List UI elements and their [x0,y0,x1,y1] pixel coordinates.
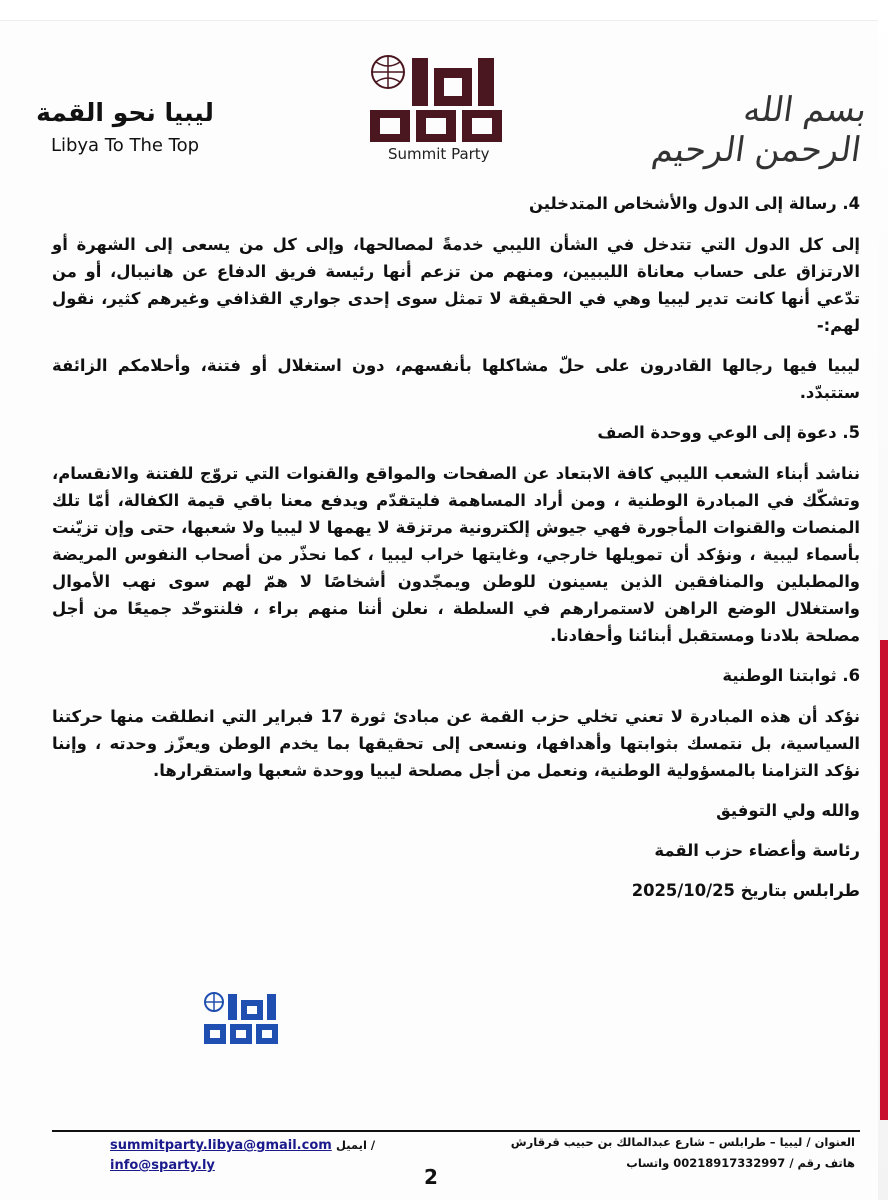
page-number: 2 [424,1165,438,1189]
footer-address: العنوان / ليبيا – طرابلس – شارع عبدالمالك بن حبيب قرقارش [510,1135,855,1149]
red-side-strip [880,640,888,1120]
slogan-english: Libya To The Top [50,135,200,156]
slogan-arabic: ليبيا نحو القمة [36,98,214,127]
section-paragraph: نناشد أبناء الشعب الليبي كافة الابتعاد عن الصفحات والمواقع والقنوات التي تروّج للفتنة والانقسام، وتشكّك في المبادرة الوطنية ، ومن أراد المساهمة فليتقدّم ويدفع معنا باقي قيمة الكفالة، أمّا تلك المنصات والقنوات المأجورة فهي جيوش إلكترونية مرتزقة لا يهمها لا ليبيا ولا شعبها، حتى وإن تزيّنت بأسماء ليبية ، ونؤكد أن تمويلها خارجي، وغايتها خراب ليبيا ، كما نحذّر من أصحاب النفوس المريضة والمطبلين والمنافقين الذين يسينون للوطن ويمجّدون أشخاصًا لا همّ لهم سوى نهب الأموال واستغلال الوضع الراهن لاستمرارهم في السلطة ، نعلن أننا منهم براء ، فلنتوحّد جميعًا من أجل مصلحة بلادنا ومستقبل أبنائنا وأحفادنا. [52,464,860,645]
closing-place-date: طرابلس بتاريخ 2025/10/25 [631,881,860,900]
section-heading: 6. ثوابتنا الوطنية [722,666,860,685]
section-paragraph: نؤكد أن هذه المبادرة لا تعني تخلي حزب القمة عن مبادئ ثورة 17 فبراير التي انطلقت منها حركتنا السياسية، بل نتمسك بثوابتها وأهدافها، ونسعى إلى تحقيقها بما يخدم الوطن ويعزّز وحدته ، وإننا نؤكد التزامنا بالمسؤولية الوطنية، ونعمل من أجل مصلحة ليبيا ووحدة شعبها واستقرارها. [52,707,860,780]
footer-phone: هاتف رقم / 00218917332997 واتساب [626,1156,855,1170]
closing-signatories: رئاسة وأعضاء حزب القمة [654,841,860,860]
email-link-gmail[interactable]: summitparty.libya@gmail.com [110,1138,332,1153]
section-paragraph: إلى كل الدول التي تتدخل في الشأن الليبي خدمةً لمصالحها، وإلى كل من يسعى إلى الشهرة أو الارتزاق على حساب معاناة الليبيين، ومنهم من تزعم أنها رئيسة فريق الدفاع عن هانيبال، أو من تدّعي أنها كانت تدير ليبيا وهي في الحقيقة لا تمثل سوى إحدى جواري القذافي وغيرهم كثير، نقول لهم:- [52,235,860,335]
footer-email-secondary [110,1158,215,1173]
closing-greeting: والله ولي التوفيق [716,801,860,820]
party-stamp-logo [200,990,284,1048]
page-top-edge [0,0,888,21]
section-6 [52,662,860,784]
section-heading: 5. دعوة إلى الوعي ووحدة الصف [597,423,860,442]
section-paragraph: ليبيا فيها رجالها القادرون على حلّ مشاكلها بأنفسهم، دون استغلال أو فتنة، وأحلامكم الزائفة ستتبدّد. [52,356,860,402]
footer-divider [52,1130,860,1132]
bismillah-calligraphy: بسم الله الرحمن الرحيم [649,90,870,170]
logo-mark-icon [360,50,520,150]
email-link-info[interactable]: info@sparty.ly [110,1158,215,1173]
letter-body [52,190,860,917]
section-heading: 4. رسالة إلى الدول والأشخاص المتدخلين [529,194,860,213]
section-4 [52,190,860,406]
email-label: ايميل / [335,1138,376,1152]
summit-party-logo [360,50,520,160]
logo-caption: Summit Party [388,145,490,163]
party-logo-icon [200,990,284,1048]
section-5 [52,419,860,649]
footer-email-primary [110,1138,375,1153]
